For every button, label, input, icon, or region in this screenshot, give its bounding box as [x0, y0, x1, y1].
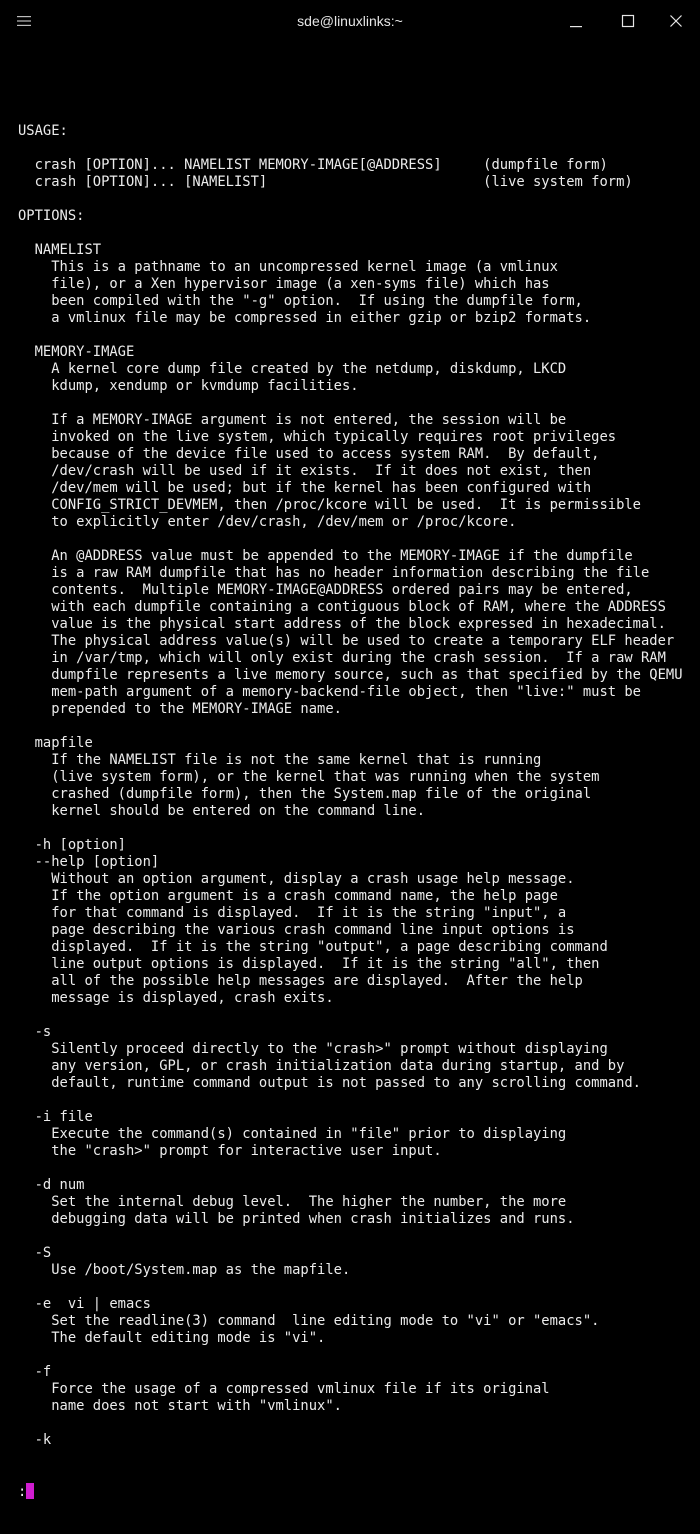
terminal-line	[18, 1279, 694, 1296]
window-title: sde@linuxlinks:~	[297, 13, 403, 29]
minimize-icon[interactable]	[562, 8, 590, 34]
terminal-line: kernel should be entered on the command line.	[18, 803, 426, 819]
close-icon[interactable]	[662, 8, 690, 34]
terminal-line: An @ADDRESS value must be appended to the MEMORY-IMAGE if the dumpfile	[18, 548, 633, 564]
terminal-line: a vmlinux file may be compressed in either gzip or bzip2 formats.	[18, 310, 592, 326]
terminal-line: -e vi | emacs	[18, 1296, 151, 1312]
terminal-line: displayed. If it is the string "output", a page describing command	[18, 939, 608, 955]
terminal-line: debugging data will be printed when crash initializes and runs.	[18, 1211, 575, 1227]
terminal-line: If the option argument is a crash command name, the help page	[18, 888, 558, 904]
terminal-line: for that command is displayed. If it is the string "input", a	[18, 905, 567, 921]
terminal-line: This is a pathname to an uncompressed kernel image (a vmlinux	[18, 259, 558, 275]
terminal-line: Use /boot/System.map as the mapfile.	[18, 1262, 351, 1278]
terminal-line: Without an option argument, display a crash usage help message.	[18, 871, 575, 887]
terminal-line: If the NAMELIST file is not the same kernel that is running	[18, 752, 542, 768]
terminal-line: the "crash>" prompt for interactive user input.	[18, 1143, 442, 1159]
terminal-line	[18, 395, 694, 412]
terminal-lines	[18, 106, 694, 1449]
terminal-line	[18, 140, 694, 157]
terminal-line: /dev/crash will be used if it exists. If it does not exist, then	[18, 463, 592, 479]
terminal-line: kdump, xendump or kvmdump facilities.	[18, 378, 359, 394]
terminal-line	[18, 1092, 694, 1109]
terminal-line: file), or a Xen hypervisor image (a xen-syms file) which has	[18, 276, 550, 292]
terminal-line	[18, 327, 694, 344]
terminal-line: NAMELIST	[18, 242, 102, 258]
terminal-line: message is displayed, crash exits.	[18, 990, 334, 1006]
terminal-line: -h [option]	[18, 837, 126, 853]
terminal-line: line output options is displayed. If it is the string "all", then	[18, 956, 600, 972]
terminal-line: If a MEMORY-IMAGE argument is not entered, the session will be	[18, 412, 567, 428]
terminal-line: -s	[18, 1024, 52, 1040]
terminal-line	[18, 531, 694, 548]
pager-prompt-line[interactable]	[18, 1483, 694, 1500]
terminal-line: crash [OPTION]... NAMELIST MEMORY-IMAGE[@ADDRESS] (dumpfile form)	[18, 157, 608, 173]
terminal-line: Silently proceed directly to the "crash>" prompt without displaying	[18, 1041, 608, 1057]
terminal-line: /dev/mem will be used; but if the kernel has been configured with	[18, 480, 592, 496]
terminal-line: value is the physical start address of the block expressed in hexadecimal.	[18, 616, 666, 632]
terminal-line: dumpfile represents a live memory source, such as that specified by the QEMU	[18, 667, 683, 683]
terminal-line: contents. Multiple MEMORY-IMAGE@ADDRESS ordered pairs may be entered,	[18, 582, 633, 598]
maximize-icon[interactable]	[614, 8, 642, 34]
terminal-line	[18, 1160, 694, 1177]
terminal-line: The default editing mode is "vi".	[18, 1330, 326, 1346]
terminal-line	[18, 1347, 694, 1364]
terminal-line	[18, 718, 694, 735]
terminal-line: default, runtime command output is not passed to any scrolling command.	[18, 1075, 641, 1091]
terminal-line: -d num	[18, 1177, 85, 1193]
terminal-line: Force the usage of a compressed vmlinux file if its original	[18, 1381, 550, 1397]
terminal-line: invoked on the live system, which typically requires root privileges	[18, 429, 617, 445]
terminal-line: Set the readline(3) command line editing mode to "vi" or "emacs".	[18, 1313, 600, 1329]
terminal-line: -f	[18, 1364, 52, 1380]
terminal-line: crashed (dumpfile form), then the System.map file of the original	[18, 786, 592, 802]
terminal-line: -S	[18, 1245, 52, 1261]
terminal-line: crash [OPTION]... [NAMELIST] (live system form)	[18, 174, 633, 190]
pager-prompt: :	[18, 1484, 27, 1500]
terminal-line: (live system form), or the kernel that was running when the system	[18, 769, 600, 785]
title-bar[interactable]	[0, 0, 700, 42]
terminal-line: A kernel core dump file created by the netdump, diskdump, LKCD	[18, 361, 567, 377]
text-cursor	[26, 1483, 34, 1499]
terminal-line: OPTIONS:	[18, 208, 85, 224]
terminal-line	[18, 106, 694, 123]
terminal-line: page describing the various crash command line input options is	[18, 922, 575, 938]
terminal-line: prepended to the MEMORY-IMAGE name.	[18, 701, 342, 717]
terminal-line: Set the internal debug level. The higher the number, the more	[18, 1194, 567, 1210]
terminal-line: MEMORY-IMAGE	[18, 344, 135, 360]
terminal-line: name does not start with "vmlinux".	[18, 1398, 342, 1414]
terminal-line: mapfile	[18, 735, 93, 751]
terminal-line: all of the possible help messages are displayed. After the help	[18, 973, 583, 989]
terminal-line	[18, 820, 694, 837]
terminal-line	[18, 1007, 694, 1024]
terminal-line: been compiled with the "-g" option. If using the dumpfile form,	[18, 293, 583, 309]
terminal-line: to explicitly enter /dev/crash, /dev/mem or /proc/kcore.	[18, 514, 517, 530]
terminal-line: The physical address value(s) will be used to create a temporary ELF header	[18, 633, 675, 649]
terminal-line: because of the device file used to access system RAM. By default,	[18, 446, 600, 462]
terminal-line: -k	[18, 1432, 52, 1448]
terminal-line: USAGE:	[18, 123, 68, 139]
terminal-line: -i file	[18, 1109, 93, 1125]
terminal-line	[18, 1415, 694, 1432]
terminal-line: in /var/tmp, which will only exist during the crash session. If a raw RAM	[18, 650, 666, 666]
terminal-line	[18, 191, 694, 208]
terminal-line: mem-path argument of a memory-backend-file object, then "live:" must be	[18, 684, 641, 700]
terminal-line: CONFIG_STRICT_DEVMEM, then /proc/kcore will be used. It is permissible	[18, 497, 641, 513]
terminal-line: Execute the command(s) contained in "file" prior to displaying	[18, 1126, 567, 1142]
terminal-output[interactable]	[18, 72, 694, 1500]
terminal-line: is a raw RAM dumpfile that has no header information describing the file	[18, 565, 650, 581]
terminal-line	[18, 225, 694, 242]
terminal-line: any version, GPL, or crash initialization data during startup, and by	[18, 1058, 625, 1074]
terminal-line: --help [option]	[18, 854, 160, 870]
terminal-line	[18, 1228, 694, 1245]
terminal-line: with each dumpfile containing a contiguous block of RAM, where the ADDRESS	[18, 599, 666, 615]
